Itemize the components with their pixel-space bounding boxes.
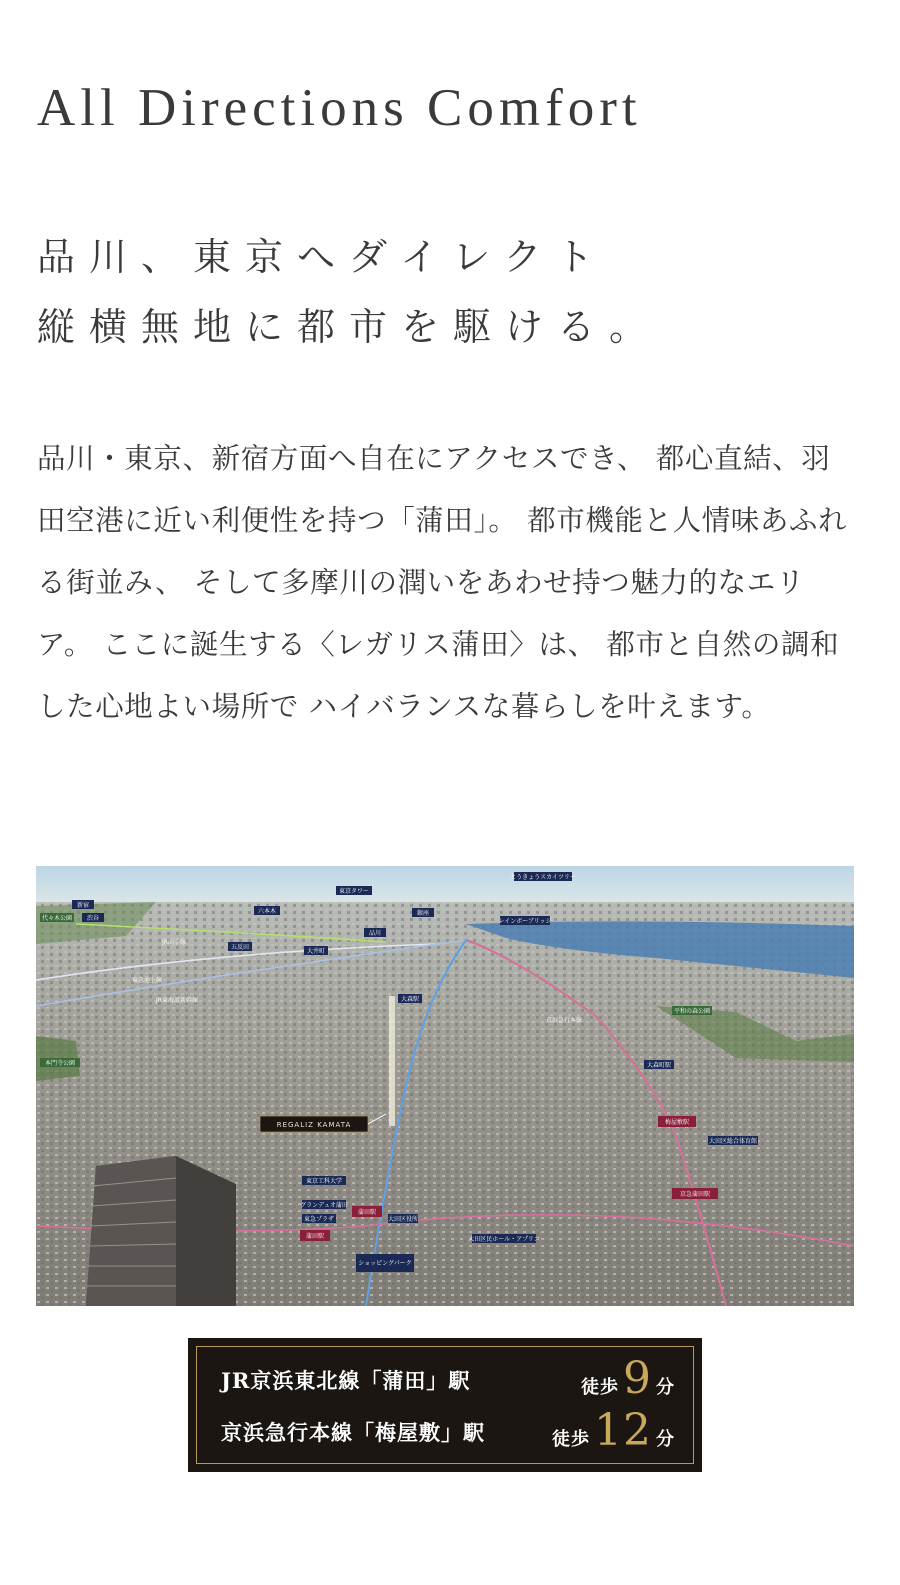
catch-copy [37,222,837,362]
station-access-box [188,1338,702,1472]
label-shopping: ショッピングパーク [358,1260,412,1267]
label-omori: 大森駅 [400,996,420,1003]
label-keikyu-line: 京浜急行本線 [546,1017,583,1024]
label-skytree: とうきょうスカイツリー [510,874,576,881]
access-row [221,1355,675,1405]
label-granduo: グランデュオ蒲田 [300,1202,348,1209]
headline-english: All Directions Comfort [37,79,642,137]
walk-minutes: 9 [623,1353,652,1404]
walk-unit: 分 [656,1429,675,1450]
label-shinagawa: 品川 [368,930,382,937]
access-line-name: 京浜急行本線「梅屋敷」駅 [221,1420,485,1445]
label-shibuya: 渋谷 [86,915,100,922]
label-honmonji-park: 本門寺公園 [44,1060,76,1067]
label-rainbow-bridge: レインボーブリッジ [498,918,552,925]
label-heiwa-park: 平和の森公園 [673,1008,711,1015]
label-tokyu-plaza: 東急プラザ [303,1216,335,1223]
label-tokyu-ikegami: 東急池上線 [132,977,163,984]
label-yoyogi: 代々木公園 [41,915,73,922]
label-oimachi: 大井町 [306,948,326,955]
catch-copy-line-1: 品川、東京へダイレクト [37,235,608,279]
access-row [221,1407,675,1457]
access-line-name: JR京浜東北線「蒲田」駅 [221,1368,471,1393]
label-ota-gym: 大田区総合体育館 [708,1138,758,1145]
body-copy: 品川・東京、新宿方面へ自在にアクセスでき、 都心直結、羽田空港に近い利便性を持つ「蒲田」。 都市機能と人情味あふれる街並み、 そして多摩川の潤いをあわせ持つ魅力的なエリア。 ここに誕生する〈レガリス蒲田〉は、 都市と自然の調和した心地よい場所で ハイバランスな暮らしを叶えます。 [37,442,848,723]
label-roppongi: 六本木 [257,908,277,915]
label-gotanda: 五反田 [230,944,250,951]
label-kamata: 蒲田駅 [357,1209,377,1216]
label-ota-hall: 大田区民ホール・アプリコ [468,1236,540,1243]
aerial-photo-map [36,866,854,1306]
label-umeyashiki: 梅屋敷駅 [664,1119,690,1126]
label-kamata-small: 蒲田駅 [305,1233,325,1240]
access-walk-time [581,1353,675,1404]
label-keikyu-kamata: 京急蒲田駅 [679,1191,711,1198]
label-omori-machi: 大森町駅 [646,1062,672,1069]
label-shinjuku: 新宿 [76,902,90,909]
walk-label: 徒歩 [552,1429,590,1450]
walk-label: 徒歩 [581,1377,619,1398]
walk-minutes: 12 [594,1405,652,1456]
label-tokyo-tech: 東京工科大学 [305,1178,343,1185]
label-jr-yamanote: JR山手線 [162,939,186,946]
access-box-frame [196,1346,694,1464]
label-ota-office: 大田区役所 [387,1216,419,1223]
brand-label: REGALIZ KAMATA [276,1121,352,1129]
label-tokyo-tower: 東京タワー [338,888,370,895]
label-ginza: 銀座 [416,910,430,917]
label-jr-tokaido: JR東海道新幹線 [156,997,198,1004]
walk-unit: 分 [656,1377,675,1398]
catch-copy-line-2: 縦横無地に都市を駆ける。 [37,305,662,349]
aerial-photo-illustration [36,866,854,1306]
access-walk-time [552,1405,675,1456]
